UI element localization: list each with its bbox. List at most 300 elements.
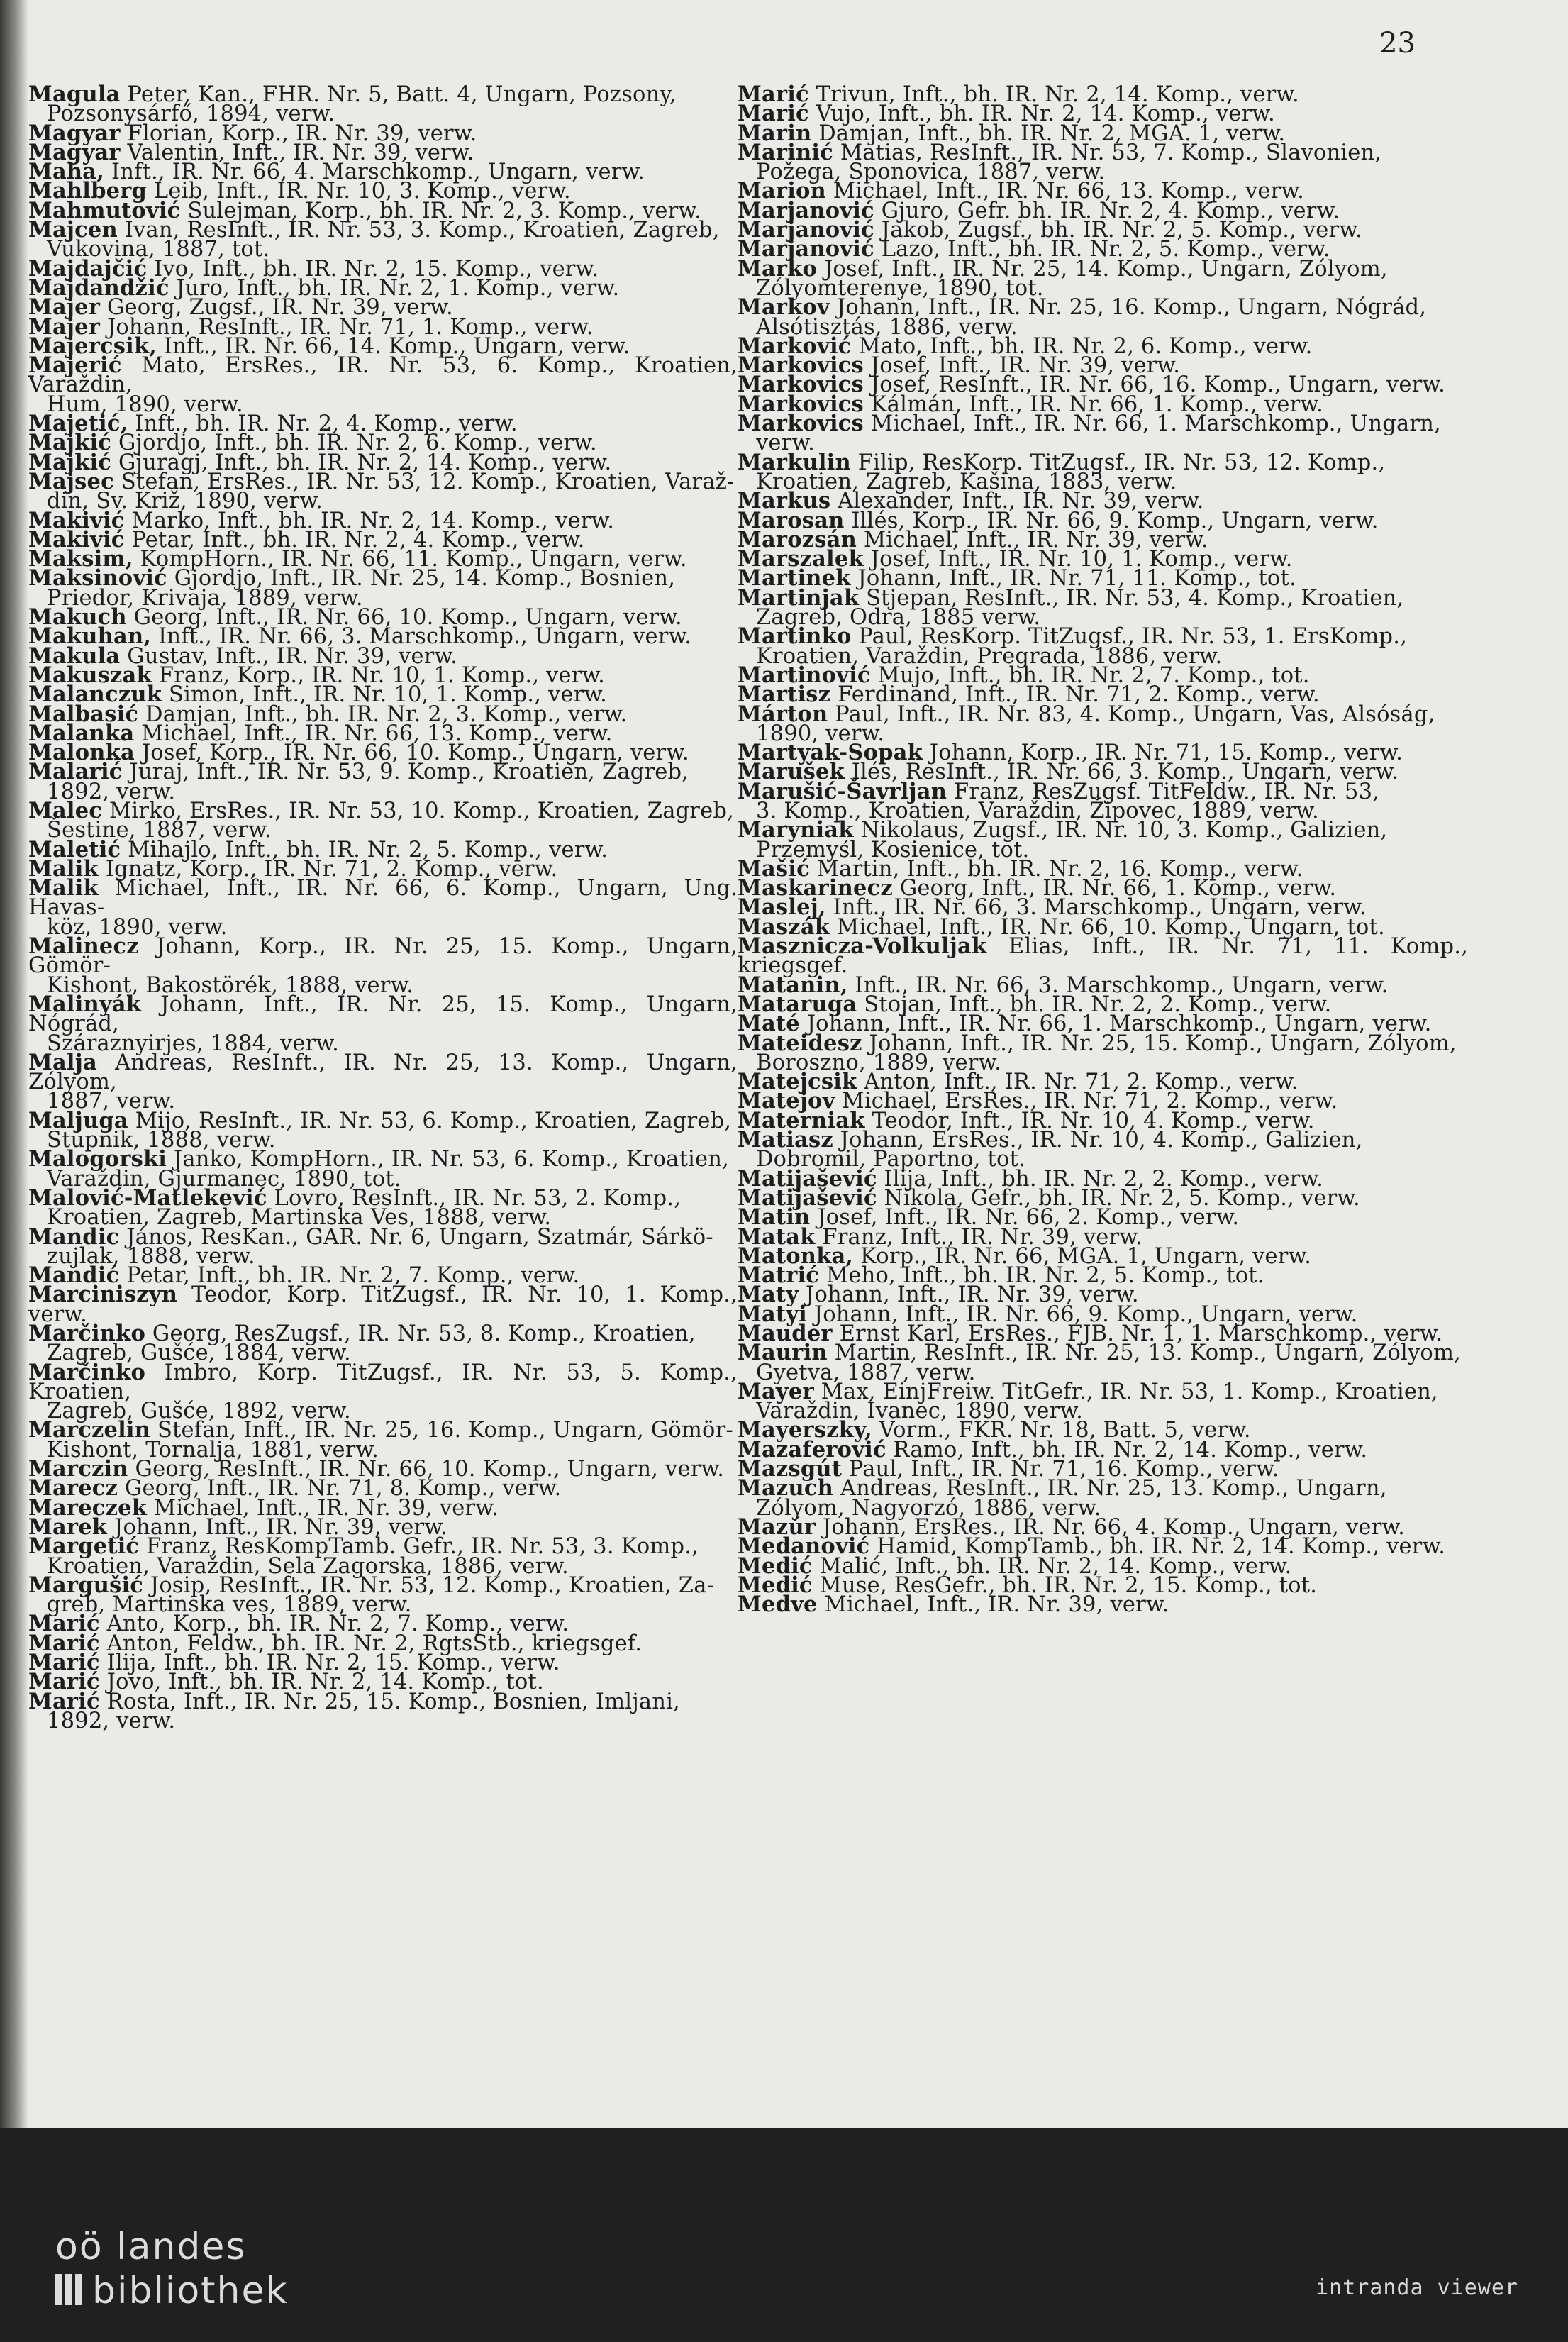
entry-continuation: Šestine, 1887, verw. [47, 818, 272, 843]
entry-surname: Marić [738, 82, 809, 107]
entry-details: Johann, Inft., IR. Nr. 66, 9. Komp., Ungarn, verw. [806, 1302, 1358, 1327]
register-entry [738, 411, 1468, 456]
entry-surname: Malec [28, 797, 103, 823]
entry-surname: Malović-Matlekević [28, 1184, 267, 1211]
entry-surname: Malik [28, 875, 99, 901]
entry-surname: Matijašević [738, 1184, 877, 1211]
register-entry [28, 1688, 738, 1733]
entry-surname: Magyar [28, 139, 121, 165]
entry-details: Gustav, Inft., IR. Nr. 39, verw. [120, 643, 458, 669]
entry-surname: Marek [28, 1514, 108, 1540]
logo-text-landes: oö landes [55, 2226, 247, 2268]
entry-continuation: Pozsonysárfő, 1894, verw. [47, 101, 335, 127]
entry-continuation: Száraznyirjes, 1884, verw. [47, 1031, 339, 1056]
entry-surname: Maha, [28, 159, 105, 185]
entry-surname: Maté [738, 1011, 800, 1037]
entry-continuation: Przemyśl, Kosienice, tot. [756, 837, 1030, 862]
entry-surname: Maryniak [738, 817, 854, 843]
entry-details: Johann, Inft., IR. Nr. 25, 15. Komp., Ungarn, Zólyom, [862, 1031, 1457, 1056]
entry-details: Johann, Inft., IR. Nr. 66, 1. Marschkomp., Ungarn, verw. [799, 1011, 1432, 1037]
register-entry [28, 1321, 738, 1366]
register-entry [738, 933, 1468, 979]
entry-surname: Medić [738, 1572, 813, 1598]
entry-surname: Markov [738, 294, 830, 321]
entry-surname: Mahlberg [28, 178, 148, 204]
entry-details: Mujo, Inft., bh. IR. Nr. 2, 7. Komp., tot. [870, 662, 1310, 688]
register-entry [28, 991, 738, 1056]
entry-surname: Maurin [738, 1340, 828, 1366]
entry-details: Josip, ResInft., IR. Nr. 53, 12. Komp., Kroatien, Za- [143, 1572, 715, 1598]
register-entry [738, 1340, 1468, 1385]
entry-details: Damjan, Inft., bh. IR. Nr. 2, 3. Komp., verw. [138, 701, 628, 727]
entry-details: Johann, ResInft., IR. Nr. 71, 1. Komp., verw. [100, 314, 594, 340]
entry-continuation: zujlak, 1888, verw. [47, 1243, 255, 1269]
entry-surname: Martinjak [738, 584, 860, 611]
entry-surname: Maty [738, 1282, 799, 1308]
entry-details: Lazo, Inft., bh. IR. Nr. 2, 5. Komp., verw. [874, 237, 1330, 262]
entry-continuation: din, Sv. Križ, 1890, verw. [47, 489, 323, 514]
register-entry [28, 1107, 738, 1153]
entry-continuation: Dobromil, Paportno, tot. [756, 1147, 1025, 1172]
register-entry [738, 139, 1468, 185]
entry-details: Gjordjo, Inft., IR. Nr. 25, 14. Komp., Bosnien, [167, 566, 676, 592]
entry-surname: Malja [28, 1049, 97, 1075]
entry-continuation: Vukovina, 1887, tot. [47, 237, 270, 262]
register-entry [738, 701, 1468, 746]
entry-details: Michael, Inft., IR. Nr. 39, verw. [147, 1495, 499, 1521]
register-entry [738, 1592, 1468, 1618]
entry-details: Teodor, Korp. TitZugsf., IR. Nr. 10, 1. Komp., verw. [28, 1282, 738, 1327]
entry-surname: Markus [738, 488, 831, 514]
entry-details: Trivun, Inft., bh. IR. Nr. 2, 14. Komp., verw. [808, 82, 1299, 107]
entry-details: Georg, Inft., IR. Nr. 71, 8. Komp., verw. [118, 1476, 562, 1502]
entry-continuation: Zólyomterenye, 1890, tot. [756, 275, 1044, 301]
entry-surname: Margetić [28, 1533, 140, 1560]
entry-surname: Márton [738, 701, 828, 727]
entry-continuation: Boroszno, 1889, verw. [756, 1050, 1002, 1075]
entry-details: Georg, ResZugsf., IR. Nr. 53, 8. Komp., Kroatien, [145, 1321, 696, 1346]
entry-surname: Majkić [28, 430, 112, 456]
entry-surname: Mazúr [738, 1514, 816, 1540]
entry-surname: Maksinović [28, 565, 167, 592]
entry-details: Gjuragj, Inft., bh. IR. Nr. 2, 14. Komp., verw. [111, 450, 612, 475]
register-entry [28, 468, 738, 514]
entry-surname: Majerić [28, 353, 122, 379]
entry-details: Jovo, Inft., bh. IR. Nr. 2, 14. Komp., tot. [99, 1670, 544, 1695]
entry-details: Ivo, Inft., bh. IR. Nr. 2, 15. Komp., verw. [147, 256, 599, 282]
left-column [28, 82, 738, 1733]
register-entry [28, 1146, 738, 1192]
entry-surname: Mahmutović [28, 197, 181, 223]
entry-details: Mato, Inft., bh. IR. Nr. 2, 6. Komp., verw. [851, 333, 1313, 359]
entry-details: Vorm., FKR. Nr. 18, Batt. 5, verw. [872, 1418, 1251, 1443]
entry-surname: Marić [28, 1630, 100, 1656]
entry-details: Michael, Inft., IR. Nr. 66, 13. Komp., verw. [134, 721, 613, 746]
entry-surname: Marjanović [738, 197, 874, 223]
entry-details: Franz, Inft., IR. Nr. 39, verw. [815, 1224, 1142, 1250]
entry-continuation: Kroatien, Varaždin, Pregrada, 1886, verw. [756, 643, 1223, 669]
entry-surname: Marić [738, 101, 809, 127]
entry-details: Ignatz, Korp., IR. Nr. 71, 2. Komp., verw. [98, 856, 558, 882]
entry-details: Franz, Korp., IR. Nr. 10, 1. Komp., verw. [151, 662, 606, 688]
entry-surname: Marin [738, 120, 812, 146]
entry-surname: Maskarinecz [738, 875, 893, 901]
entry-details: Rosta, Inft., IR. Nr. 25, 15. Komp., Bosnien, Imljani, [99, 1689, 680, 1714]
entry-details: Ilés, ResInft., IR. Nr. 66, 3. Komp., Ungarn, verw. [844, 760, 1399, 785]
entry-surname: Malik [28, 855, 99, 882]
entry-continuation: greb, Martinska ves, 1889, verw. [47, 1592, 412, 1618]
entry-details: KompHorn., IR. Nr. 66, 11. Komp., Ungarn, verw. [133, 547, 687, 572]
entry-surname: Majetić, [28, 411, 128, 437]
entry-surname: Majercsik, [28, 333, 157, 359]
right-column [738, 82, 1468, 1618]
register-entry [738, 584, 1468, 631]
entry-surname: Malarić [28, 759, 123, 785]
entry-surname: Majcen [28, 217, 118, 243]
register-entry [28, 1282, 738, 1327]
entry-surname: Martyak-Sopak [738, 740, 923, 766]
entry-surname: Majdajčić [28, 255, 148, 282]
entry-continuation: Zólyom, Nagyorzó, 1886, verw. [756, 1495, 1101, 1521]
entry-surname: Marko [738, 255, 818, 282]
entry-details: Inft., IR. Nr. 66, 4. Marschkomp., Ungarn, verw. [104, 160, 645, 185]
entry-surname: Malogorski [28, 1146, 167, 1172]
entry-surname: Matanin, [738, 972, 848, 998]
entry-surname: Maslej, [738, 894, 826, 921]
entry-details: Andreas, ResInft., IR. Nr. 25, 13. Komp., Ungarn, Zólyom, [28, 1050, 738, 1095]
entry-surname: Marčinko [28, 1359, 146, 1385]
entry-surname: Mayerszky, [738, 1417, 872, 1443]
entry-continuation: Kroatien, Zagreb, Martinska Ves, 1888, verw. [47, 1205, 552, 1231]
entry-continuation: Zagreb, Gušće, 1892, verw. [47, 1399, 351, 1424]
entry-surname: Marozsán [738, 526, 857, 553]
entry-details: Muse, ResGefr., bh. IR. Nr. 2, 15. Komp., tot. [812, 1572, 1318, 1598]
entry-surname: Markovics [738, 411, 864, 437]
entry-details: János, ResKan., GAR. Nr. 6, Ungarn, Szatmár, Sárkö- [119, 1224, 713, 1250]
entry-details: Janko, KompHorn., IR. Nr. 53, 6. Komp., Kroatien, [167, 1147, 729, 1172]
entry-details: Georg, ResInft., IR. Nr. 66, 10. Komp., Ungarn, verw. [128, 1457, 725, 1482]
entry-details: Stefan, ErsRes., IR. Nr. 53, 12. Komp., Kroatien, Varaž- [113, 469, 735, 494]
entry-surname: Malanka [28, 720, 135, 746]
register-entry [28, 759, 738, 804]
entry-surname: Marszalek [738, 546, 864, 572]
entry-details: Johann, Korp., IR. Nr. 71, 15. Komp., verw. [922, 740, 1403, 766]
entry-surname: Marić [28, 1611, 100, 1637]
entry-surname: Medanović [738, 1533, 870, 1560]
entry-surname: Martinek [738, 565, 851, 592]
entry-details: Georg, Inft., IR. Nr. 66, 1. Komp., verw. [892, 876, 1337, 901]
register-entry [28, 565, 738, 611]
entry-surname: Marciniszyn [28, 1282, 178, 1308]
entry-details: Ivan, ResInft., IR. Nr. 53, 3. Komp., Kroatien, Zagreb, [117, 218, 720, 243]
entry-details: Gjuro, Gefr. bh. IR. Nr. 2, 4. Komp., verw. [874, 198, 1340, 223]
entry-details: Illés, Korp., IR. Nr. 66, 9. Komp., Ungarn, verw. [844, 508, 1379, 533]
entry-surname: Marosan [738, 507, 845, 533]
entry-details: Nikola, Gefr., bh. IR. Nr. 2, 5. Komp., verw. [877, 1185, 1360, 1211]
entry-surname: Matyi [738, 1301, 807, 1327]
entry-surname: Marczin [28, 1456, 128, 1482]
entry-surname: Matiasz [738, 1127, 833, 1153]
entry-continuation: 3. Komp., Kroatien, Varaždin, Žipovec, 1889, verw. [756, 798, 1319, 823]
register-entry [738, 1475, 1468, 1521]
entry-details: Filip, ResKorp. TitZugsf., IR. Nr. 53, 12. Komp., [850, 450, 1386, 475]
entry-details: Teodor, Inft., IR. Nr. 10, 4. Komp., verw. [864, 1108, 1315, 1133]
entry-details: Petar, Inft., bh. IR. Nr. 2, 7. Komp., verw. [119, 1263, 580, 1289]
entry-details: Valentin, Inft., IR. Nr. 39, verw. [120, 140, 474, 165]
entry-details: Martin, Inft., bh. IR. Nr. 2, 16. Komp., verw. [809, 856, 1303, 882]
entry-surname: Malinyák [28, 991, 142, 1017]
entry-surname: Mazuch [738, 1475, 833, 1502]
entry-continuation: 1887, verw. [47, 1089, 176, 1114]
library-logo-bottom [55, 2270, 289, 2314]
entry-details: Korp., IR. Nr. 66, MGA. 1, Ungarn, verw. [853, 1243, 1312, 1269]
entry-continuation: Zagreb, Gušće, 1884, verw. [47, 1341, 351, 1366]
entry-continuation: Stupnik, 1888, verw. [47, 1128, 276, 1153]
entry-details: Michael, Inft., IR. Nr. 66, 1. Marschkomp., Ungarn, [863, 411, 1441, 437]
entry-details: Josef, Inft., IR. Nr. 39, verw. [863, 353, 1181, 379]
entry-surname: Mateidesz [738, 1030, 862, 1056]
entry-details: Simon, Inft., IR. Nr. 10, 1. Komp., verw. [162, 682, 608, 708]
register-entry [28, 1049, 738, 1114]
entry-details: Michael, Inft., IR. Nr. 66, 6. Komp., Ungarn, Ung. Havas- [28, 876, 738, 921]
entry-details: Ernst Karl, ErsRes., FJB. Nr. 1, 1. Marschkomp., verw. [832, 1321, 1443, 1346]
entry-surname: Mazaferović [738, 1436, 886, 1463]
entry-details: Martin, ResInft., IR. Nr. 25, 13. Komp., Ungarn, Zólyom, [827, 1341, 1462, 1366]
entry-continuation: Požega, Sponovica, 1887, verw. [756, 160, 1106, 185]
register-entry [738, 817, 1468, 862]
register-entry [28, 933, 738, 998]
entry-details: Georg, Zugsf., IR. Nr. 39, verw. [100, 295, 453, 321]
entry-details: Stojan, Inft., bh. IR. Nr. 2, 2. Komp., verw. [857, 992, 1332, 1017]
entry-details: Meho, Inft., bh. IR. Nr. 2, 5. Komp., tot. [819, 1263, 1264, 1289]
viewer-brand-label: intranda viewer [1316, 2275, 1518, 2300]
entry-details: Johann, Inft., IR. Nr. 39, verw. [799, 1282, 1139, 1308]
entry-continuation: 1892, verw. [47, 1708, 176, 1733]
entry-surname: Matejcsik [738, 1069, 857, 1095]
entry-surname: Martinko [738, 623, 852, 650]
entry-surname: Marczelin [28, 1417, 151, 1443]
entry-details: Matias, ResInft., IR. Nr. 53, 7. Komp., Slavonien, [833, 140, 1382, 165]
entry-continuation: köz, 1890, verw. [47, 914, 228, 940]
entry-details: Peter, Kan., FHR. Nr. 5, Batt. 4, Ungarn, Pozsony, [120, 82, 677, 107]
entry-surname: Mašić [738, 855, 810, 882]
entry-surname: Mauder [738, 1321, 833, 1346]
entry-surname: Maljuga [28, 1107, 128, 1133]
entry-surname: Makivić [28, 526, 125, 553]
entry-surname: Malonka [28, 740, 135, 766]
entry-details: Nikolaus, Zugsf., IR. Nr. 10, 3. Komp., Galizien, [853, 818, 1388, 843]
entry-surname: Majsec [28, 468, 114, 494]
entry-details: Michael, Inft., IR. Nr. 39, verw. [817, 1592, 1169, 1618]
entry-surname: Magula [28, 82, 121, 107]
entry-details: Sulejman, Korp., bh. IR. Nr. 2, 3. Komp., verw. [180, 198, 701, 223]
entry-surname: Mandić [28, 1262, 120, 1289]
entry-details: Anton, Feldw., bh. IR. Nr. 2, RgtsStb., kriegsgef. [99, 1631, 643, 1656]
entry-surname: Margušić [28, 1572, 144, 1598]
entry-details: Jakob, Zugsf., bh. IR. Nr. 2, 5. Komp., verw. [874, 218, 1362, 243]
entry-details: Johann, ErsRes., IR. Nr. 66, 4. Komp., Ungarn, verw. [816, 1514, 1406, 1540]
register-entry [738, 1030, 1468, 1075]
register-entry [28, 1572, 738, 1618]
register-entry [28, 353, 738, 417]
library-logo-top [55, 2226, 247, 2268]
entry-details: Paul, Inft., IR. Nr. 71, 16. Komp., verw. [842, 1457, 1279, 1482]
entry-details: Damjan, Inft., bh. IR. Nr. 2, MGA. 1, verw. [811, 121, 1286, 146]
entry-details: Johann, Inft., IR. Nr. 25, 15. Komp., Ungarn, Nógrád, [28, 992, 738, 1037]
entry-details: Imbro, Korp. TitZugsf., IR. Nr. 53, 5. Komp., Kroatien, [28, 1360, 738, 1404]
entry-surname: Marić [28, 1650, 100, 1676]
entry-details: Josef, ResInft., IR. Nr. 66, 16. Komp., Ungarn, verw. [863, 372, 1445, 398]
entry-details: Hamid, KompTamb., bh. IR. Nr. 2, 14. Komp., verw. [869, 1534, 1446, 1560]
entry-details: Stjepan, ResInft., IR. Nr. 53, 4. Komp., Kroatien, [859, 585, 1404, 611]
entry-surname: Maksim, [28, 546, 133, 572]
entry-details: Michael, ErsRes., IR. Nr. 71, 2. Komp., verw. [835, 1089, 1338, 1114]
entry-surname: Makula [28, 643, 121, 669]
entry-surname: Matejov [738, 1088, 835, 1114]
entry-surname: Marušić-Šavrljan [738, 778, 947, 804]
entry-details: Ilija, Inft., bh. IR. Nr. 2, 15. Komp., verw. [99, 1650, 560, 1676]
entry-details: Max, EinjFreiw. TitGefr., IR. Nr. 53, 1. Komp., Kroatien, [813, 1379, 1438, 1404]
entry-details: Juraj, Inft., IR. Nr. 53, 9. Komp., Kroatien, Zagreb, [122, 760, 689, 785]
entry-details: Anton, Inft., IR. Nr. 71, 2. Komp., verw. [857, 1070, 1299, 1095]
entry-surname: Masznicza-Volkuljak [738, 933, 987, 960]
entry-continuation: Kishont, Tornalja, 1881, verw. [47, 1437, 379, 1463]
entry-surname: Majdandžić [28, 274, 169, 301]
entry-surname: Marion [738, 178, 826, 204]
entry-details: Inft., IR. Nr. 66, 3. Marschkomp., Ungarn, verw. [151, 624, 692, 650]
register-entry [28, 1533, 738, 1579]
entry-details: Franz, ResKompTamb. Gefr., IR. Nr. 53, 3. Komp., [139, 1534, 699, 1560]
entry-continuation: verw. [756, 431, 816, 456]
entry-details: Johann, Inft., IR. Nr. 25, 16. Komp., Ungarn, Nógrád, [830, 295, 1427, 321]
entry-details: Ilija, Inft., bh. IR. Nr. 2, 2. Komp., verw. [877, 1166, 1324, 1192]
logo-text-bibliothek: bibliothek [92, 2270, 289, 2312]
register-entry [738, 1378, 1468, 1424]
entry-surname: Marinić [738, 139, 833, 165]
register-entry [738, 1127, 1468, 1172]
viewer-footer [0, 2128, 1568, 2342]
entry-surname: Mareczek [28, 1494, 148, 1521]
entry-details: Vujo, Inft., bh. IR. Nr. 2, 14. Komp., verw. [808, 101, 1275, 127]
entry-surname: Markovics [738, 353, 864, 379]
register-entry [28, 797, 738, 843]
entry-surname: Markovics [738, 391, 864, 417]
entry-surname: Materniak [738, 1107, 865, 1133]
register-entry [738, 623, 1468, 669]
entry-details: Kálmán, Inft., IR. Nr. 66, 1. Komp., verw. [863, 392, 1324, 417]
entry-surname: Markulin [738, 449, 851, 475]
entry-surname: Matrić [738, 1262, 820, 1289]
entry-details: Inft., bh. IR. Nr. 2, 4. Komp., verw. [128, 411, 518, 437]
entry-continuation: 1890, verw. [756, 721, 885, 746]
entry-details: Johann, Inft., IR. Nr. 39, verw. [107, 1514, 447, 1540]
entry-surname: Markovics [738, 372, 864, 398]
entry-details: Josef, Inft., IR. Nr. 66, 2. Komp., verw. [810, 1205, 1240, 1231]
entry-surname: Martisz [738, 682, 831, 708]
entry-details: Georg, Inft., IR. Nr. 66, 10. Komp., Ungarn, verw. [126, 605, 682, 631]
entry-surname: Matijašević [738, 1165, 877, 1192]
entry-continuation: Varaždin, Ivanec, 1890, verw. [756, 1399, 1084, 1424]
page-number: 23 [1379, 27, 1416, 60]
register-entry [28, 1184, 738, 1231]
entry-details: Michael, Inft., IR. Nr. 66, 13. Komp., verw. [825, 179, 1305, 204]
register-entry [738, 294, 1468, 340]
register-entry [28, 1359, 738, 1424]
entry-details: Johann, ErsRes., IR. Nr. 10, 4. Komp., Galizien, [833, 1128, 1363, 1153]
entry-details: Mihajlo, Inft., bh. IR. Nr. 2, 5. Komp., verw. [121, 837, 608, 862]
entry-details: Josef, Korp., IR. Nr. 66, 10. Komp., Ungarn, verw. [134, 740, 689, 766]
entry-surname: Majkić [28, 449, 112, 475]
entry-details: Inft., IR. Nr. 66, 3. Marschkomp., Ungarn, verw. [847, 972, 1389, 998]
entry-surname: Martinović [738, 662, 871, 688]
entry-details: Juro, Inft., bh. IR. Nr. 2, 1. Komp., verw. [169, 275, 620, 301]
entry-continuation: Kishont, Bakostörék, 1888, verw. [47, 972, 414, 998]
entry-details: Alexander, Inft., IR. Nr. 39, verw. [830, 489, 1204, 514]
entry-details: Mijo, ResInft., IR. Nr. 53, 6. Komp., Kroatien, Zagreb, [128, 1108, 732, 1133]
entry-details: Ramo, Inft., bh. IR. Nr. 2, 14. Komp., verw. [886, 1437, 1368, 1463]
entry-continuation: 1892, verw. [47, 779, 176, 804]
register-entry [738, 255, 1468, 301]
entry-surname: Majer [28, 313, 101, 340]
entry-continuation: Zagreb, Odra, 1885 verw. [756, 605, 1041, 631]
entry-surname: Mayer [738, 1378, 814, 1404]
entry-details: Lovro, ResInft., IR. Nr. 53, 2. Komp., [267, 1185, 682, 1211]
entry-surname: Mazsgút [738, 1456, 843, 1482]
entry-surname: Medić [738, 1553, 813, 1579]
entry-surname: Matonka, [738, 1243, 854, 1269]
entry-surname: Makuch [28, 604, 127, 631]
entry-continuation: Kroatien, Zagreb, Kašina, 1883, verw. [756, 469, 1177, 494]
register-entry [28, 1223, 738, 1269]
entry-surname: Marković [738, 333, 852, 359]
entry-details: Stefan, Inft., IR. Nr. 25, 16. Komp., Ungarn, Gömör- [150, 1418, 733, 1443]
entry-details: Leib, Inft., IR. Nr. 10, 3. Komp., verw. [147, 179, 571, 204]
entry-surname: Magyar [28, 120, 121, 146]
entry-surname: Mandic [28, 1223, 120, 1250]
entry-continuation: Gyetva, 1887, verw. [756, 1360, 976, 1385]
entry-surname: Makivić [28, 507, 125, 533]
entry-surname: Marić [28, 1669, 100, 1695]
entry-details: Marko, Inft., bh. IR. Nr. 2, 14. Komp., verw. [124, 508, 615, 533]
entry-surname: Marčinko [28, 1321, 146, 1346]
entry-details: Andreas, ResInft., IR. Nr. 25, 13. Komp., Ungarn, [833, 1476, 1387, 1502]
entry-surname: Maszák [738, 914, 830, 940]
entry-details: Josef, Inft., IR. Nr. 25, 14. Komp., Ungarn, Zólyom, [817, 256, 1388, 282]
entry-details: Elias, Inft., IR. Nr. 71, 11. Komp., kriegsgef. [738, 934, 1468, 979]
entry-surname: Majer [28, 294, 101, 321]
entry-surname: Marić [28, 1688, 100, 1714]
entry-surname: Malanczuk [28, 682, 162, 708]
entry-continuation: Alsótisztás, 1886, verw. [756, 314, 1018, 340]
entry-details: Johann, Korp., IR. Nr. 25, 15. Komp., Ungarn, Gömör- [28, 934, 738, 979]
entry-surname: Marecz [28, 1475, 118, 1502]
entry-surname: Marjanović [738, 217, 874, 243]
logo-bars-icon [55, 2272, 85, 2314]
entry-continuation: Priedor, Krivaja, 1889, verw. [47, 585, 363, 611]
entry-surname: Makuszak [28, 662, 152, 688]
entry-surname: Malinecz [28, 933, 139, 960]
entry-details: Johann, Inft., IR. Nr. 71, 11. Komp., tot. [850, 566, 1296, 592]
entry-details: Malić, Inft., bh. IR. Nr. 2, 14. Komp., verw. [812, 1553, 1292, 1579]
entry-details: Inft., IR. Nr. 66, 14. Komp., Ungarn, verw. [157, 333, 630, 359]
entry-details: Paul, ResKorp. TitZugsf., IR. Nr. 53, 1. ErsKomp., [851, 624, 1408, 650]
entry-details: Josef, Inft., IR. Nr. 10, 1. Komp., verw. [863, 547, 1293, 572]
entry-details: Inft., IR. Nr. 66, 3. Marschkomp., Ungarn, verw. [825, 895, 1367, 921]
register-entry [28, 217, 738, 262]
entry-details: Mato, ErsRes., IR. Nr. 53, 6. Komp., Kroatien, Varaždin, [28, 353, 738, 398]
entry-continuation: Kroatien, Varaždin, Sela Zagorska, 1886, verw. [47, 1553, 569, 1579]
entry-continuation: Varaždin, Gjurmanec, 1890, tot. [47, 1166, 401, 1192]
